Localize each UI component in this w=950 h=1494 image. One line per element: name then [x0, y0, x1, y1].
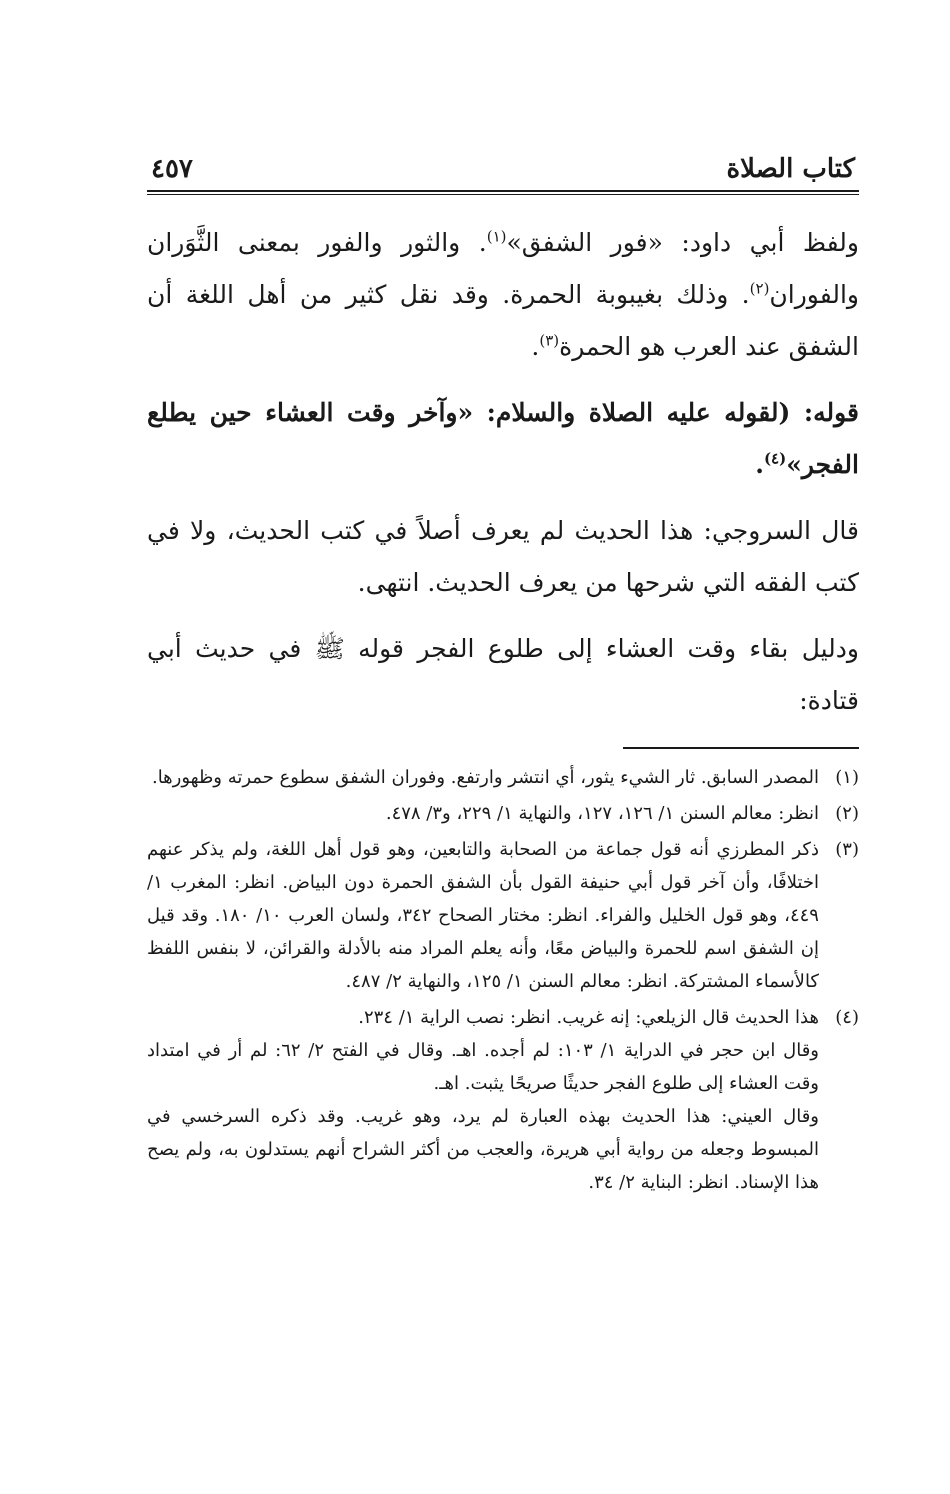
footnote-ref-4[interactable]: (٤): [763, 449, 787, 468]
paragraph-1-part-1: ولفظ أبي داود: «فور الشفق»: [506, 228, 859, 257]
paragraph-4: ودليل بقاء وقت العشاء إلى طلوع الفجر قوله ﷺ في حديث أبي قتادة:: [147, 634, 859, 715]
footnote-1: [147, 761, 859, 794]
paragraph-1-end: .: [531, 332, 540, 361]
main-text: [147, 217, 859, 727]
footnote-text: المصدر السابق. ثار الشيء يثور، أي انتشر وارتفع. وفوران الشفق سطوع حمرته وظهورها.: [151, 767, 819, 788]
footnote-number: (٤): [835, 1007, 859, 1028]
footnote-number: (٣): [835, 839, 859, 860]
running-title: كتاب الصلاة: [726, 154, 855, 184]
paragraph-2-end: .: [755, 450, 764, 479]
footnote-3: [147, 833, 859, 998]
page-header: [147, 150, 859, 184]
paragraph-1: [147, 217, 859, 373]
footnote-ref-2[interactable]: (٢): [749, 279, 770, 298]
footnotes: [147, 761, 859, 1199]
footnote-4: [147, 1001, 859, 1199]
paragraph-1-part-3: . وذلك بغيبوبة الحمرة. وقد نقل كثير من أهل اللغة أن الشفق عند العرب هو الحمرة: [147, 280, 859, 361]
footnote-rule: [623, 747, 859, 749]
book-page: [147, 150, 859, 1202]
paragraph-2-text: قوله: (لقوله عليه الصلاة والسلام: «وآخر وقت العشاء حين يطلع الفجر»: [147, 398, 859, 479]
footnote-2: [147, 797, 859, 830]
footnote-text: ذكر المطرزي أنه قول جماعة من الصحابة والتابعين، وهو قول أهل اللغة، ولم يذكر عنهم اختلافًا، وأن آخر قول أبي حنيفة القول بأن الشفق الحمرة دون البياض. انظر: المغرب ١/ ٤٤٩، وهو قول الخليل والفراء. انظر: مختار الصحاح ٣٤٢، ولسان العرب ١٠/ ١٨٠. وقد قيل إن الشفق اسم للحمرة والبياض معًا، وأنه يعلم المراد منه بالأدلة والقرائن، لا بنفس اللفظ كالأسماء المشتركة. انظر: معالم السنن ١/ ١٢٥، والنهاية ٢/ ٤٨٧.: [147, 839, 819, 992]
paragraph-1-part-2: . والثور والفور بمعنى الثَّوَران والفوران: [147, 228, 859, 309]
footnote-4-continuation-2: وقال العيني: هذا الحديث بهذه العبارة لم يرد، وهو غريب. وقد ذكره السرخسي في المبسوط وجعله من رواية أبي هريرة، والعجب من أكثر الشراح أنهم يستدلون به، ولم يصح هذا الإسناد. انظر: البناية ٢/ ٣٤.: [147, 1106, 819, 1193]
paragraph-3: قال السروجي: هذا الحديث لم يعرف أصلاً في كتب الحديث، ولا في كتب الفقه التي شرحها من يعرف الحديث. انتهى.: [147, 516, 859, 597]
footnote-text: هذا الحديث قال الزيلعي: إنه غريب. انظر: نصب الراية ١/ ٢٣٤.: [358, 1007, 819, 1028]
footnote-ref-1[interactable]: (١): [486, 227, 507, 246]
header-rule: [147, 190, 859, 195]
paragraph-2-quote: [147, 387, 859, 491]
footnote-text: انظر: معالم السنن ١/ ١٢٦، ١٢٧، والنهاية ١/ ٢٢٩، و٣/ ٤٧٨.: [385, 803, 819, 824]
footnote-ref-3[interactable]: (٣): [539, 331, 560, 350]
page-number: ٤٥٧: [151, 154, 193, 184]
footnote-4-continuation-1: وقال ابن حجر في الدراية ١/ ١٠٣: لم أجده. اهـ. وقال في الفتح ٢/ ٦٢: لم أر في امتداد وقت العشاء إلى طلوع الفجر حديثًا صريحًا يثبت. اهـ.: [147, 1040, 819, 1094]
footnote-number: (٢): [835, 803, 859, 824]
footnote-number: (١): [835, 767, 859, 788]
